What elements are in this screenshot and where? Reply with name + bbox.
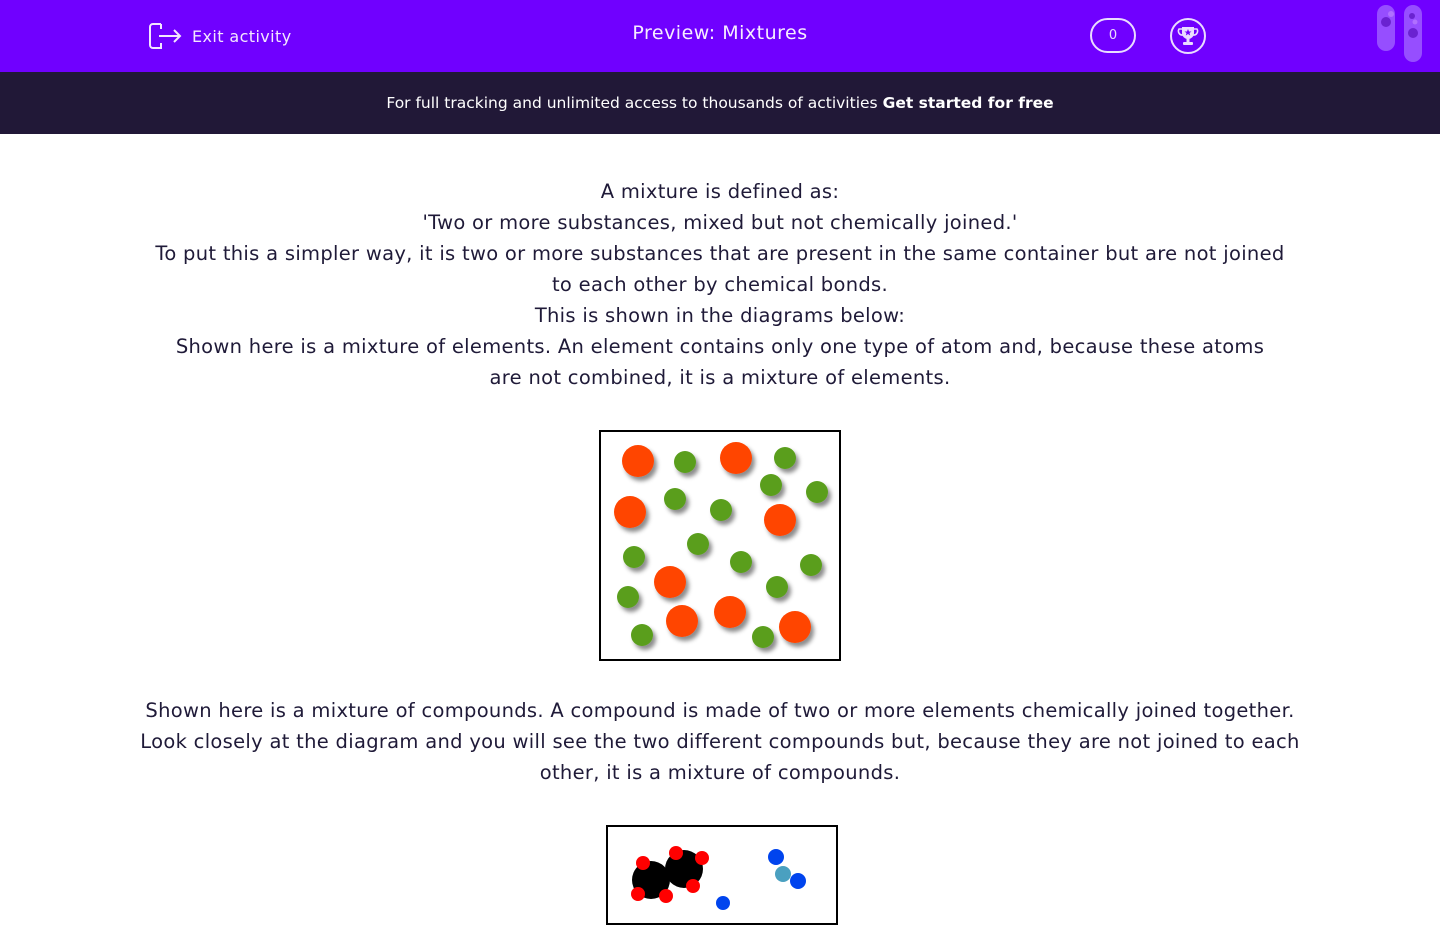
compounds-mixture-description: Shown here is a mixture of compounds. A compound is made of two or more elements chemically joined together. Look closely at the diagram and you will see the two different compounds but, because they are not joined to each other, it is a mixture of compounds. xyxy=(140,699,1300,784)
elements-mixture-description: Shown here is a mixture of elements. An element contains only one type of atom and, because these atoms are not combined, it is a mixture of elements. xyxy=(175,335,1265,389)
explanation-text xyxy=(140,176,1300,393)
trophy-button[interactable] xyxy=(1170,18,1206,54)
get-started-link[interactable]: Get started for free xyxy=(882,94,1054,112)
score-counter: 0 xyxy=(1090,18,1136,53)
simpler-explanation: To put this a simpler way, it is two or more substances that are present in the same container but are not joined to each other by chemical bonds. xyxy=(155,242,1285,296)
mixture-of-compounds-diagram xyxy=(606,825,838,925)
top-bar xyxy=(0,0,1440,72)
definition-heading: A mixture is defined as: xyxy=(600,180,840,203)
banner-text: For full tracking and unlimited access to thousands of activities xyxy=(386,94,878,112)
signup-banner xyxy=(0,72,1440,134)
definition-quote: 'Two or more substances, mixed but not chemically joined.' xyxy=(422,211,1018,234)
page-title: Preview: Mixtures xyxy=(632,22,808,44)
diagram-intro: This is shown in the diagrams below: xyxy=(534,304,906,327)
test-tubes-logo-icon xyxy=(1376,5,1440,65)
exit-activity-label: Exit activity xyxy=(192,26,292,46)
mixture-of-elements-diagram xyxy=(599,430,841,661)
trophy-icon xyxy=(1177,25,1199,47)
